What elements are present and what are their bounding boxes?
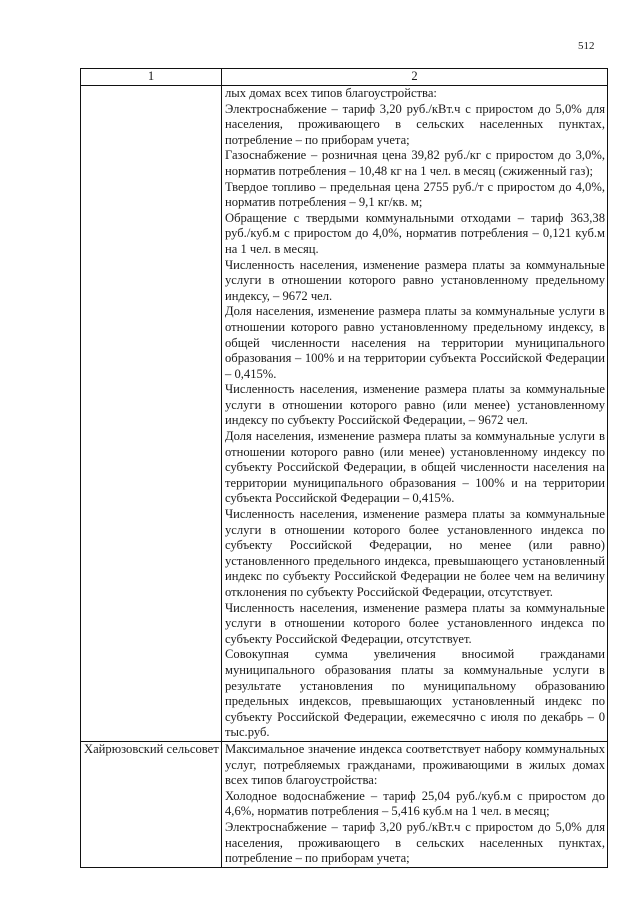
text-paragraph: Максимальное значение индекса соответствует набору коммунальных услуг, потребляемых гражданами, проживающими в жилых домах всех типов благоустройства: — [225, 741, 605, 788]
municipality-name-cell: Хайрюзовский сельсовет — [81, 741, 222, 867]
text-paragraph: Доля населения, изменение размера платы за коммунальные услуги в отношении которого равно установленному предельному индексу, в общей численности населения на территории муниципального образования – 100% и на территории субъекта Российской Федерации – 0,415%. — [225, 304, 605, 381]
text-paragraph: Твердое топливо – предельная цена 2755 руб./т с приростом до 4,0%, норматив потребления – 9,1 кг/кв. м; — [225, 179, 605, 210]
text-paragraph: Совокупная сумма увеличения вносимой гражданами муниципального образования платы за коммунальные услуги в результате установления по муниципальному образованию предельных индексов, превышающих установленный индекс по субъекту Российской Федерации, ежемесячно с июля по декабрь – 0 тыс.руб. — [225, 647, 605, 740]
table-row — [81, 741, 608, 867]
document-table — [80, 68, 608, 868]
text-paragraph: Доля населения, изменение размера платы за коммунальные услуги в отношении которого равно (или менее) установленному индексу по субъекту Российской Федерации, в общей численности населения на территории муниципального образования – 100% и на территории субъекта Российской Федерации – 0,415%. — [225, 429, 605, 506]
text-paragraph: Численность населения, изменение размера платы за коммунальные услуги в отношении которого равно установленному предельному индексу, – 9672 чел. — [225, 257, 605, 303]
table-header-row — [81, 69, 608, 86]
description-cell — [222, 741, 608, 867]
text-paragraph: Холодное водоснабжение – тариф 25,04 руб./куб.м с приростом до 4,6%, норматив потребления – 5,416 куб.м на 1 чел. в месяц; — [225, 788, 605, 819]
column-header: 2 — [222, 69, 608, 86]
text-paragraph: Обращение с твердыми коммунальными отходами – тариф 363,38 руб./куб.м с приростом до 4,0%, норматив потребления – 0,121 куб.м на 1 чел. в месяц. — [225, 210, 605, 256]
municipality-name-cell — [81, 86, 222, 742]
text-paragraph: Численность населения, изменение размера платы за коммунальные услуги в отношении которого более установленного индекса по субъекту Российской Федерации, но менее (или равно) установленного предельного индекса, превышающего установленный индекс по субъекту Российской Федерации не более чем на величину отклонения по субъекту Российской Федерации, отсутствует. — [225, 507, 605, 599]
text-paragraph: Электроснабжение – тариф 3,20 руб./кВт.ч с приростом до 5,0% для населения, проживающего в сельских населенных пунктах, потребление – по приборам учета; — [225, 101, 605, 147]
text-paragraph: Газоснабжение – розничная цена 39,82 руб./кг с приростом до 3,0%, норматив потребления – 10,48 кг на 1 чел. в месяц (сжиженный газ); — [225, 148, 605, 178]
text-paragraph: Электроснабжение – тариф 3,20 руб./кВт.ч с приростом до 5,0% для населения, проживающего в сельских населенных пунктах, потребление – по приборам учета; — [225, 819, 605, 866]
table-row — [81, 86, 608, 742]
text-paragraph: Численность населения, изменение размера платы за коммунальные услуги в отношении которого равно (или менее) установленному индексу по субъекту Российской Федерации, – 9672 чел. — [225, 382, 605, 428]
column-header: 1 — [81, 69, 222, 86]
text-paragraph: Численность населения, изменение размера платы за коммунальные услуги в отношении которого более установленного индекса по субъекту Российской Федерации, отсутствует. — [225, 600, 605, 646]
page-number: 512 — [578, 40, 595, 52]
description-cell — [222, 86, 608, 742]
text-paragraph: лых домах всех типов благоустройства: — [225, 86, 437, 100]
